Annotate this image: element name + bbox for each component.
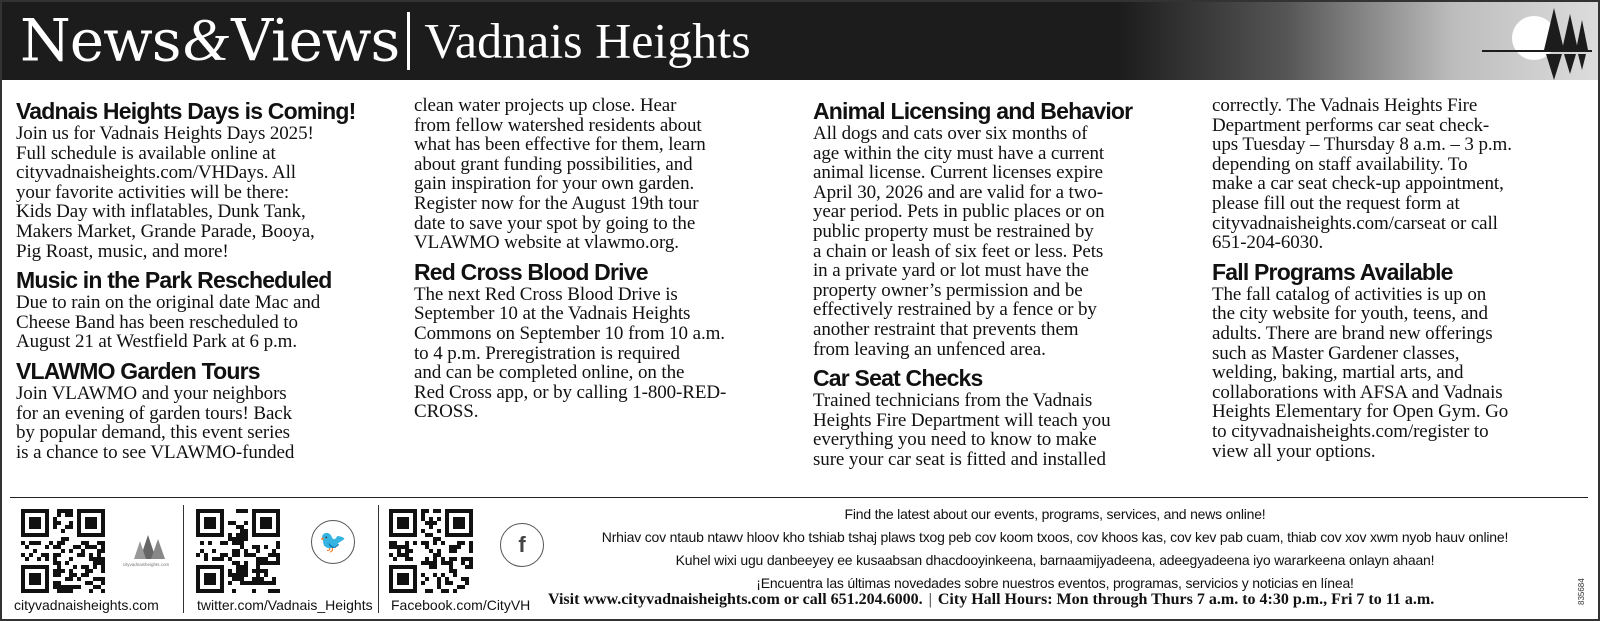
- text-line: Kids Day with inflatables, Dunk Tank,: [16, 201, 306, 223]
- twitter-icon[interactable]: 🐦: [311, 520, 355, 564]
- text-line: VLAWMO website at vlawmo.org.: [414, 232, 679, 254]
- text-line: collaborations with AFSA and Vadnais: [1212, 381, 1503, 403]
- text-line: The fall catalog of activities is up on: [1212, 283, 1487, 305]
- text-line: Pig Roast, music, and more!: [16, 240, 229, 262]
- body-blood-drive: [414, 285, 786, 422]
- text-line: Heights Fire Department will teach you: [813, 409, 1111, 431]
- heading-music: Music in the Park Rescheduled: [16, 267, 332, 294]
- text-line: CROSS.: [414, 401, 479, 423]
- footer-line-hmong: Nrhiav cov ntaub ntawv hloov kho tshiab tshaj plaws txog peb cov koom txoos, cov khoos kas, cov kev pab cuam, thiab cov xov xwm nyob hauv online!: [601, 529, 1509, 545]
- text-line: Register now for the August 19th tour: [414, 192, 699, 214]
- text-line: Makers Market, Grande Parade, Booya,: [16, 220, 315, 242]
- text-line: correctly. The Vadnais Heights Fire: [1212, 95, 1478, 116]
- text-line: Due to rain on the original date Mac and: [16, 292, 321, 314]
- text-line: from leaving an unfenced area.: [813, 338, 1046, 360]
- text-line: about grant funding possibilities, and: [414, 153, 693, 175]
- twitter-qr-code-icon[interactable]: [195, 507, 281, 595]
- text-line: April 30, 2026 and are valid for a two-: [813, 181, 1103, 203]
- body-car-seat: [813, 391, 1185, 469]
- body-vh-days: [16, 124, 388, 261]
- text-line: 651-204-6030.: [1212, 232, 1324, 254]
- heading-blood-drive: Red Cross Blood Drive: [414, 258, 648, 285]
- facebook-link[interactable]: Facebook.com/CityVH: [391, 597, 531, 613]
- facebook-qr-code-icon[interactable]: [388, 507, 474, 595]
- text-line: All dogs and cats over six months of: [813, 123, 1088, 144]
- text-line: your favorite activities will be there:: [16, 181, 290, 203]
- heading-garden: VLAWMO Garden Tours: [16, 357, 260, 384]
- text-line: Department performs car seat check-: [1212, 114, 1490, 136]
- text-line: Join VLAWMO and your neighbors: [16, 382, 287, 404]
- body-animal-licensing: [813, 124, 1185, 359]
- website-qr-code-icon[interactable]: [20, 507, 106, 595]
- text-line: cityvadnaisheights.com/carseat or call: [1212, 212, 1498, 234]
- text-line: Full schedule is available online at: [16, 142, 276, 164]
- column-2: [414, 96, 786, 422]
- website-link[interactable]: cityvadnaisheights.com: [14, 597, 159, 613]
- text-line: in a private yard or lot must have the: [813, 260, 1089, 282]
- text-line: Cheese Band has been rescheduled to: [16, 311, 298, 333]
- ad-code: 835684: [1577, 578, 1586, 605]
- footer-divider: [183, 505, 184, 613]
- text-line: September 10 at the Vadnais Heights: [414, 303, 691, 325]
- footer-line-spanish: ¡Encuentra las últimas novedades sobre nuestros eventos, programas, servicios y noticias en línea!: [756, 575, 1354, 591]
- column-1: [16, 96, 388, 462]
- text-line: to cityvadnaisheights.com/register to: [1212, 420, 1489, 442]
- text-line: Red Cross app, or by calling 1-800-RED-: [414, 381, 727, 403]
- masthead-title: [20, 6, 751, 75]
- footer-divider: [378, 505, 379, 613]
- column-3: [813, 96, 1185, 470]
- text-line: is a chance to see VLAWMO-funded: [16, 441, 295, 463]
- heading-vh-days: Vadnais Heights Days is Coming!: [16, 98, 356, 124]
- footer-line-somali: Kuhel wixi ugu danbeeyey ee kusaabsan dhacdooyinkeena, barnaamijyadeena, adeegyadeena iyo wararkeena onlayn ahaan!: [675, 552, 1435, 568]
- text-line: ups Tuesday – Thursday 8 a.m. – 3 p.m.: [1212, 134, 1512, 156]
- column-4: [1212, 96, 1584, 461]
- text-line: sure your car seat is fitted and installed: [813, 448, 1106, 470]
- text-line: by popular demand, this event series: [16, 422, 290, 444]
- text-line: from fellow watershed residents about: [414, 114, 702, 136]
- text-line: effectively restrained by a fence or by: [813, 299, 1097, 321]
- text-line: public property must be restrained by: [813, 220, 1094, 242]
- logo-caption: cityvadnaisheights.com: [122, 562, 170, 567]
- text-line: welding, baking, martial arts, and: [1212, 362, 1464, 384]
- text-line: gain inspiration for your own garden.: [414, 173, 695, 195]
- text-line: age within the city must have a current: [813, 142, 1105, 164]
- heading-fall-programs: Fall Programs Available: [1212, 258, 1453, 285]
- text-line: August 21 at Westfield Park at 6 p.m.: [16, 331, 297, 353]
- heading-car-seat: Car Seat Checks: [813, 365, 983, 392]
- body-garden-cont: [414, 96, 786, 253]
- masthead-divider: [407, 12, 410, 70]
- text-line: cityvadnaisheights.com/VHDays. All: [16, 162, 296, 184]
- text-line: please fill out the request form at: [1212, 192, 1460, 214]
- masthead-banner: [2, 2, 1598, 80]
- text-line: Commons on September 10 from 10 a.m.: [414, 322, 725, 344]
- masthead-news: News: [20, 6, 181, 75]
- text-line: Heights Elementary for Open Gym. Go: [1212, 401, 1509, 423]
- text-line: everything you need to know to make: [813, 429, 1097, 451]
- text-line: make a car seat check-up appointment,: [1212, 173, 1504, 195]
- masthead-ampersand: &: [182, 7, 230, 73]
- text-line: for an evening of garden tours! Back: [16, 402, 293, 424]
- text-line: to 4 p.m. Preregistration is required: [414, 342, 680, 364]
- text-line: clean water projects up close. Hear: [414, 95, 677, 116]
- text-line: animal license. Current licenses expire: [813, 162, 1103, 184]
- text-line: a chain or leash of six feet or less. Pets: [813, 240, 1104, 262]
- city-logo-small-icon: [118, 533, 174, 569]
- masthead-city: Vadnais Heights: [424, 12, 751, 69]
- text-line: another restraint that prevents them: [813, 318, 1079, 340]
- text-line: such as Master Gardener classes,: [1212, 342, 1460, 364]
- text-line: Trained technicians from the Vadnais: [813, 390, 1093, 412]
- twitter-link[interactable]: twitter.com/Vadnais_Heights: [197, 597, 373, 613]
- text-line: Join us for Vadnais Heights Days 2025!: [16, 123, 314, 144]
- text-line: what has been effective for them, learn: [414, 134, 706, 156]
- body-garden: [16, 384, 388, 462]
- text-line: the city website for youth, teens, and: [1212, 303, 1488, 325]
- visit-text: Visit www.cityvadnaisheights.com or call 651.204.6000.: [548, 591, 923, 608]
- heading-animal-licensing: Animal Licensing and Behavior: [813, 98, 1133, 124]
- text-line: date to save your spot by going to the: [414, 212, 696, 234]
- body-car-seat-cont: [1212, 96, 1584, 253]
- text-line: view all your options.: [1212, 440, 1376, 462]
- text-line: The next Red Cross Blood Drive is: [414, 283, 678, 305]
- footer-rule: [10, 497, 1588, 498]
- footer-multilingual-lines: [540, 503, 1570, 595]
- pine-trees-sun-logo-icon: [1482, 4, 1592, 80]
- footer-contact-line: [548, 591, 1434, 609]
- text-line: depending on staff availability. To: [1212, 153, 1468, 175]
- text-line: year period. Pets in public places or on: [813, 201, 1105, 223]
- city-hall-hours: City Hall Hours: Mon through Thurs 7 a.m. to 4:30 p.m., Fri 7 to 11 a.m.: [937, 591, 1435, 608]
- body-music: [16, 293, 388, 352]
- masthead-views: Views: [231, 6, 400, 75]
- separator: |: [928, 591, 932, 608]
- body-fall-programs: [1212, 285, 1584, 461]
- footer-line-english: Find the latest about our events, programs, services, and news online!: [844, 506, 1266, 522]
- text-line: adults. There are brand new offerings: [1212, 322, 1493, 344]
- facebook-icon[interactable]: f: [500, 523, 544, 567]
- text-line: and can be completed online, on the: [414, 362, 685, 384]
- text-line: property owner’s permission and be: [813, 279, 1083, 301]
